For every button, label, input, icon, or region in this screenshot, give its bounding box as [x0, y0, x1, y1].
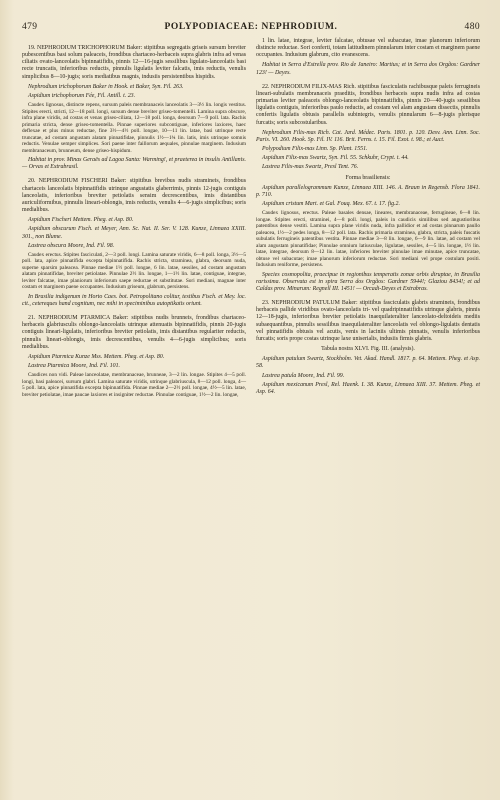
page-number-right: 480 [464, 22, 480, 32]
paragraph: 21. NEPHRODIUM PTARMICA Baker: stipitibus nudis brunneis, frondibus chartaceo-herbaceis glabriusculis oblongo-lanceolatis utrinque attenuatis bipinnatifidis, pinnis 20-jugis contiguis lineari-ligulatis, inferioribus breviter petiolatis, imis distantibus regulariter reductis, pinnulis lineari-oblongis, imis decrescentibus, venulis 4—6-jugis simplicibus; soris medialibus. [22, 315, 246, 350]
paragraph: Aspidium obscurum Fisch. et Meyer, Ann. Sc. Nat. II. Ser. V. 128. Kunze, Linnaea XXIII. 301., non Blume. [22, 226, 246, 240]
paragraph: Aspidium patulum Swartz, Stockholm. Vet. Akad. Handl. 1817. p. 64. Mettem. Pheg. et Asp. 58. [256, 356, 480, 370]
paragraph: 22. NEPHRODIUM FILIX-MAS Rich. stipitibus fasciculatis rachibusque paleis ferrugineis lineari-subulatis membranaceis praeditis, frondibus herbaceis supra nudis infra ad costas primarias leviter paleaceis oblongo-lanceolatis bipinnatifidis, pinnis 20—40-jugis sessilibus ligulatis contiguis, inferioribus paulo reductis, ad costam vel alam angustam dissectis, pinnulis confertis ligulatis obtusis parallelis subintegris, venulis pinnularum 6—8-jugis plerisque furcatis; soris subcostularibus. [256, 83, 480, 126]
paragraph: 20. NEPHRODIUM FISCHERI Baker: stipitibus brevibus nudis stramineis, frondibus chartaceis lanceolatis bipinnatifidis utrinque angustatis glaberrimis, pinnis 12-jugis contiguis lanceolatis, inferioribus breviter petiolatis sensim decrescentibus, imis distantibus auriculiformibus, pinnulis lineari-oblongis, imis reductis, venulis 4—6-jugis simplicibus; soris medialibus. [22, 178, 246, 214]
paragraph: Lastrea obscura Moore, Ind. Fil. 98. [28, 242, 115, 249]
paragraph: Caudex lignosus, distincte repens, sursum paleis membranaceis lanceolatis 3—3½ lin. longis vestitus. Stipites erecti, stricti, 12—18 poll. longi, sursum dense breviter griseo-tomentelli. Lamina supra obscure, infra plane viridis, ad costas et venas griseo-ciliata, 12—18 poll. longa, deorsum 7—9 poll. lata. Rachis primaria stricta, dense griseo-tomentella. Pinnae superiores subcontiguae, inferiores laxiores, haec deflexae et plus minus reductae, fine 3½—4½ poll. longae, 10—11 lin. latae, basi utrinque recte truncatae, ad costam angustam alatam pinnatifidae, pinnulis 1½—1¾ lin. latis, imis utrinque somnis reductis. Venulae semper simplices. Sori paene inter faillorum aequales, pinnulae marginem. Indusium membranaceum, brunneum, dense griseo-hispidum. [22, 102, 246, 154]
right-column [256, 38, 480, 401]
paragraph: Nephrodium Filix-mas Rich. Cat. Jard. Médec. Paris. 1801. p. 120. Desv. Ann. Linn. Soc. Paris. VI. 260. Hook. Sp. Fil. IV. 116. Brit. Ferns. t. 15. Fil. Exot. t. 98.; et Auct. [256, 129, 480, 143]
page-number-left: 479 [22, 22, 38, 32]
paragraph: Lastrea Filix-mas Swartz, Presl Tent. 76. [262, 164, 359, 171]
left-column [22, 38, 246, 401]
paragraph: Forma brasiliensis: [345, 174, 391, 181]
paragraph: Species cosmopolita, praecipue in regionibus temperatis zonae orbis diruptae, in Brasilia rarissima. Observata est in spira Serra dos Orgãos: Gardner 5944!; Glaziou 8434!; et ad Caldas prov. Minarum: Regnell III. 1451! — Orcadi-Deyes et Extrabras. [256, 271, 480, 292]
paragraph: Caudices non vidi. Paleae lanceolatae, membranaceae, brunneae, 3—2 lin. longae. Stipites 4—5 poll. longi, basi paleacei, sursum glabri. Lamina saturate viridis, utrinque glabriuscula, 8—12 poll. longa, 4—5 poll. lata, apice pinnatifida excepta bipinnatifida. Pinnae mediae 2—2½ poll. longae, 4½—5 lin. latae, breviter petiolatae, imae paucae laxiores et insigniter reductae. Pinnulae contiguae, 1½—2 lin. longae, [22, 372, 246, 398]
paragraph: Lastrea Ptarmica Moore, Ind. Fil. 101. [28, 363, 121, 370]
paragraph: Polypodium Filix-mas Linn. Sp. Plant. 1551. [262, 146, 368, 153]
paragraph: Aspidium Ptarmica Kunze Mss. Mettem. Pheg. et Asp. 80. [28, 353, 165, 360]
page-header [22, 22, 480, 32]
running-title: POLYPODIACEAE: NEPHRODIUM. [164, 22, 338, 32]
paragraph: 23. NEPHRODIUM PATULUM Baker: stipitibus fasciculatis glabris stramineis, frondibus herbaceis pallide viridibus ovato-lanceolatis tri- vel quadripinnatifidis utrinque glabris, pinnis 12—18-jugis, inferioribus breviter petiolatis inaequilateraliter lanceolato-deltoideis mediis subaequantibus, pinnulis sessilibus inaequilateraliter lanceolatis vel oblongo-ligulatis dentatis vel pinnatifidis obtusis vel acutis, venis in laciniis ultimis pinnatis, venulis inferioribus furcatis; soris prope costas utrinque laxe uniserialis, indusiis firmis glabris. [256, 300, 480, 342]
paragraph: Tabula nostra XLVI. Fig. III. (analysis). [321, 346, 415, 353]
paragraph: Aspidium Filix-mas Swartz, Syn. Fil. 55. Schkuhr, Crypt. t. 44. [262, 155, 409, 162]
paragraph: Caudex erectus. Stipites fasciculati, 2—3 poll. longi. Lamina saturate viridis, 6—8 poll. longa, 3½—5 poll. lata, apice pinnatifida excepta bipinnatifida. Rachis stricta, straminea, glabra, deorsum nuda, superne sparsim paleacea. Pinnae mediae 1½ poll. longae, 6 lin. latae, sessiles, ad costam angustam alatam pinnatifidae, breviter petiolatae. Pinnulae 2½ lin. longae, 1—1½ lin. latae, contiguae, integrae, leviter falcatae, imae planiorum inferiorum saepe reductae et substitutae. Sori mediani, magnae inter costam et marginem paene occupantes. Indusium griseum, glabrum, persistens. [22, 251, 246, 291]
paragraph: In Brasilia indigenum in Horto Caes. bot. Petropolitano colitur, testibus Fisch. et Mey. loc. cit., cetereques hand cognitum, nec mihi in speciminibus autoptikatis oriunt. [22, 293, 246, 307]
text-columns [22, 38, 480, 401]
paragraph: 19. NEPHRODIUM TRICHOPHORUM Baker: stipitibus segregatis griseis sursum breviter pubescentibus basi solum paleaceis, frondibus chartaceo-herbaceis supra glabris infra ad venas ciliatis ovato-lanceolatis bipinnatifidis, pinnis 12—16-jugis sessilibus ligulato-lanceolatis basi recte truncatis, inferioribus reductis, pinnulis ligulatis leviter falcatis, imis reductis, venulis simplicibus 8—10-jugis; soris mediatibus magnis, indusiis persistentibus hispidis. [22, 45, 246, 80]
paragraph: Nephrodium trichophorum Baker in Hook. et Baker, Syn. Fil. 263. [28, 83, 184, 90]
paragraph: Aspidium parallelogrammum Kunze, Linnaea XIII. 146. A. Braun in Regensb. Flora 1841. p. 710. [256, 184, 480, 198]
paragraph: Aspidium Fischeri Mettem. Pheg. et Asp. 80. [28, 217, 134, 224]
paragraph: Habitat in prov. Minas Geraës ad Lagoa Santa: Warming!, et praeterea in insulis Antillanis. — Orvas et Extrabrasil. [22, 157, 246, 171]
paragraph: Caudex lignosus, erectus. Paleae basales densae, lineares, membranaceae, ferrugineae, 6—8 lin. longae. Stipites erecti, straminei, 4—8 poll. longi, paleis in caudicis similibus sed angustioribus patentibus dense vestiti. Lamina supra plane viridis nuda, infra pallidior et ad costas pinnarum paullo paleacea, 1½—2 pedes longa, 8—12 poll. lata. Rachis primaria straminea, glabra, stricta, paleis fuscatis subulatis ferrugineis patentibus vestita. Pinnae mediae 3—8 lin. longae, 6—9 lin. latae, ad costam vel alam angustam pinnatifidae; Pinnulae omnium latiusculae, ligulatae, sessiles, 4—5 lin. longae, 1½ lin. latae, integrae, deorsum 8—12 lin. latae, inferiores breviter pinnulae imae minutae, apice truncatae, obtuse vel subacutae; imae planorum inferiorum reductae. Sori mediani vel prope costulam positi. Indusium reniforme, persistens. [256, 210, 480, 269]
paragraph: Aspidium trichophorum Fée, Fil. Antill. t. 23. [28, 92, 136, 99]
paragraph: Habitat in Serra d'Estrella prov. Rio de Janeiro: Martius; et in Serra dos Orgãos: Gardner 123! — Deyes. [256, 62, 480, 76]
paragraph: 1 lin. latae, integrae, leviter falcatae, obtusae vel subacutae, imae planorum inferiorum distincte reductae. Sori conferti, totam latitudinem pinnularum inter costam et marginem paene occupantes. Indusium glabrum, cito evanescens. [256, 38, 480, 59]
paragraph: Aspidium cristum Mart. et Gal. Fouq. Mex. 67. t. 17. fig.2. [262, 200, 400, 207]
paragraph: Lastrea patula Moore, Ind. Fil. 99. [262, 372, 345, 379]
paragraph: Aspidium mexicanum Presl, Rel. Haenk. I. 38. Kunze, Linnaea XIII. 37. Mettem. Pheg. et Asp. 64. [256, 381, 480, 395]
